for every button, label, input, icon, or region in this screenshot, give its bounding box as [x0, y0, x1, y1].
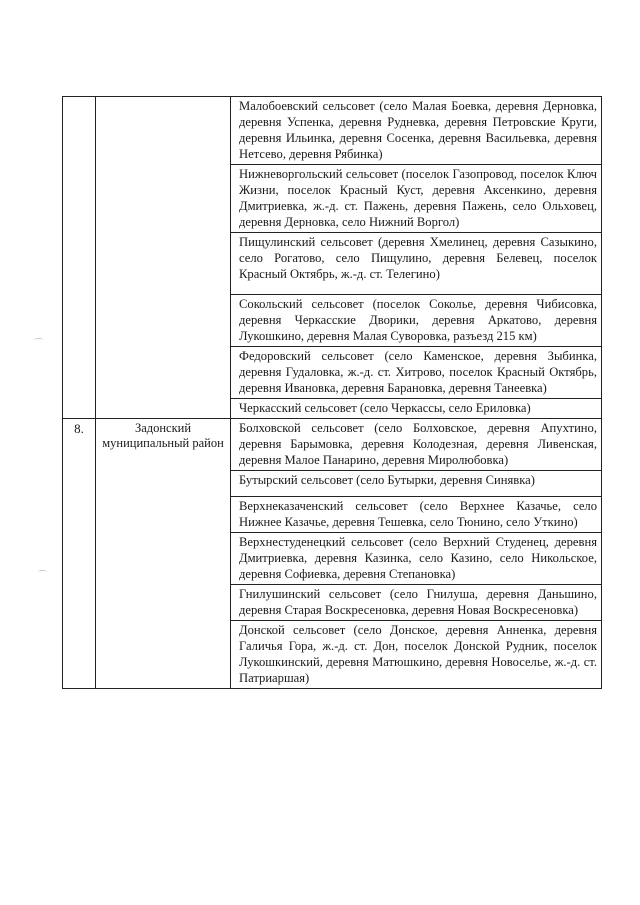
council-cell: Сокольский сельсовет (поселок Соколье, деревня Чибисовка, деревня Черкасские Дворики, деревня Аркатово, деревня Лукошкино, деревня Малая Суворовка, разъезд 215 км): [231, 295, 601, 347]
settlements-table: [62, 96, 602, 689]
council-cell: Черкасский сельсовет (село Черкассы, село Ериловка): [239, 401, 531, 415]
row-number: 8.: [63, 419, 96, 688]
council-cell: Болховской сельсовет (село Болховское, деревня Апухтино, деревня Барымовка, деревня Колодезная, деревня Ливенская, деревня Малое Панарино, деревня Миролюбовка): [231, 419, 601, 471]
council-cell: Верхнестуденецкий сельсовет (село Верхний Студенец, деревня Дмитриевка, деревня Казинка, село Казино, село Никольское, деревня Софиевка, деревня Степановка): [231, 533, 601, 585]
table-row: [63, 418, 601, 689]
council-list: [231, 419, 601, 688]
council-cell: Донской сельсовет (село Донское, деревня Анненка, деревня Галичья Гора, ж.-д. ст. Дон, поселок Донской Рудник, поселок Лукошкинский, деревня Матюшкино, деревня Новоселье, ж.-д. ст. Патриаршая): [239, 623, 597, 685]
district-name: Задонский муниципальный район: [96, 419, 231, 688]
scan-mark: ⌒: [34, 339, 44, 349]
council-cell: Нижневоргольский сельсовет (поселок Газопровод, поселок Ключ Жизни, поселок Красный Куст, деревня Аксенкино, деревня Дмитриевка, ж.-д. ст. Пажень, деревня Пажень, село Ольховец, деревня Дерновка, село Нижний Воргол): [231, 165, 601, 233]
council-cell: Верхнеказаченский сельсовет (село Верхнее Казачье, село Нижнее Казачье, деревня Тешевка, село Тюнино, село Уткино): [231, 497, 601, 533]
row-number: [63, 97, 96, 418]
council-cell: Гнилушинский сельсовет (село Гнилуша, деревня Даньшино, деревня Старая Воскресеновка, деревня Новая Воскресеновка): [231, 585, 601, 621]
district-name: [96, 97, 231, 418]
council-list: [231, 97, 601, 418]
scan-mark: ⌒: [38, 571, 48, 581]
table-row: [63, 97, 601, 418]
council-cell: Федоровский сельсовет (село Каменское, деревня Зыбинка, деревня Гудаловка, ж.-д. ст. Хитрово, поселок Красный Октябрь, деревня Ивановка, деревня Барановка, деревня Танеевка): [231, 347, 601, 399]
council-cell: Бутырский сельсовет (село Бутырки, деревня Синявка): [231, 471, 601, 497]
council-cell: Малобоевский сельсовет (село Малая Боевка, деревня Дерновка, деревня Успенка, деревня Рудневка, деревня Петровские Круги, деревня Ильинка, деревня Сосенка, деревня Васильевка, деревня Нетсево, деревня Рябинка): [231, 97, 601, 165]
council-cell: Пищулинский сельсовет (деревня Хмелинец, деревня Сазыкино, село Рогатово, село Пищулино, деревня Белевец, поселок Красный Октябрь, ж.-д. ст. Телегино): [231, 233, 601, 295]
